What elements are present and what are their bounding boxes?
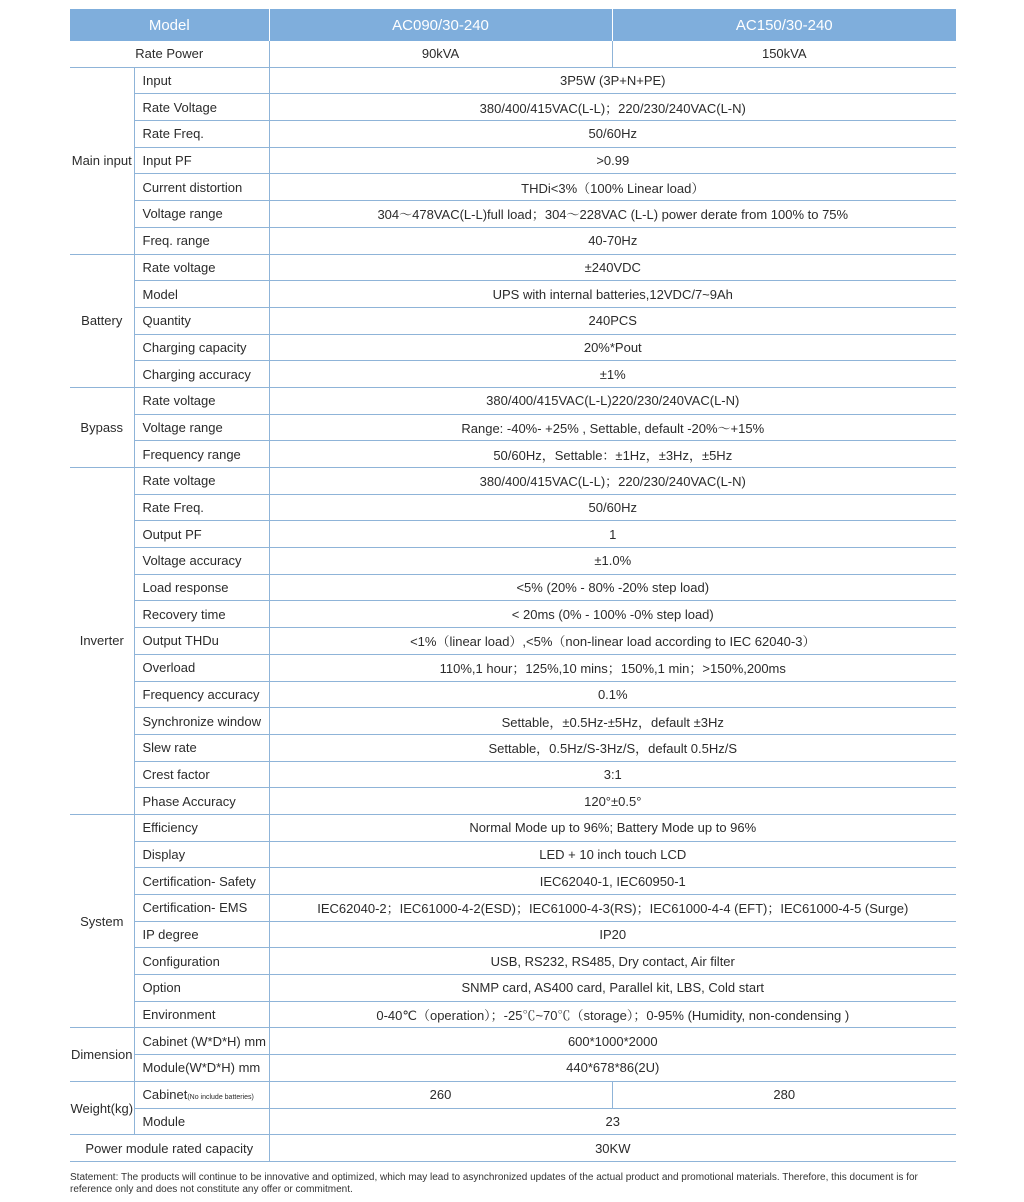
table-row [70,387,956,414]
row-value: <5% (20% - 80% -20% step load) [269,574,956,601]
row-label: Efficiency [134,814,269,841]
row-label: Rate Freq. [134,494,269,521]
row-value: 3P5W (3P+N+PE) [269,67,956,94]
row-label: Voltage range [134,414,269,441]
table-row [70,201,956,228]
row-value: >0.99 [269,147,956,174]
row-label: Rate Voltage [134,94,269,121]
row-value: 240PCS [269,307,956,334]
header-row [70,9,956,41]
table-row [70,1055,956,1082]
row-value: 304～478VAC(L-L)full load；304～228VAC (L-L) power derate from 100% to 75% [269,201,956,228]
row-value: 40-70Hz [269,227,956,254]
table-row [70,494,956,521]
cabinet-label: Cabinet [142,1087,188,1103]
row-label: Load response [134,574,269,601]
table-row [70,761,956,788]
row-value: Settable，0.5Hz/S-3Hz/S，default 0.5Hz/S [269,734,956,761]
table-row [70,1028,956,1055]
table-row [70,67,956,94]
row-value: 1 [269,521,956,548]
row-label: Module(W*D*H) mm [134,1055,269,1082]
row-label: Output THDu [134,628,269,655]
header-model-1: AC090/30-240 [269,9,612,41]
table-row [70,147,956,174]
table-row [70,868,956,895]
row-value: 440*678*86(2U) [269,1055,956,1082]
table-row [70,548,956,575]
row-label: Rate voltage [134,468,269,495]
table-row [70,361,956,388]
header-model-2: AC150/30-240 [612,9,956,41]
power-module-label: Power module rated capacity [70,1135,269,1162]
rate-power-value-2: 150kVA [612,41,956,67]
row-label: Phase Accuracy [134,788,269,815]
power-module-value: 30KW [269,1135,956,1162]
row-label: Configuration [134,948,269,975]
group-weight: Weight(kg) [70,1081,134,1134]
row-value: 0-40℃（operation）；-25℃~70℃（storage）；0-95% (Humidity, non-condensing ) [269,1001,956,1028]
table-row [70,1108,956,1135]
cabinet-weight-1: 260 [269,1081,612,1108]
row-value: 23 [269,1108,956,1135]
row-label: Certification- EMS [134,895,269,922]
row-label: Recovery time [134,601,269,628]
spec-table [70,9,956,1162]
row-label: Voltage accuracy [134,548,269,575]
row-value: 380/400/415VAC(L-L)；220/230/240VAC(L-N) [269,468,956,495]
table-row [70,975,956,1002]
row-label: Slew rate [134,734,269,761]
row-label-cabinet [134,1081,269,1108]
row-label: Freq. range [134,227,269,254]
row-value: IEC62040-2；IEC61000-4-2(ESD)；IEC61000-4-3(RS)；IEC61000-4-4 (EFT)；IEC61000-4-5 (Surge) [269,895,956,922]
table-row [70,628,956,655]
row-value: 600*1000*2000 [269,1028,956,1055]
row-value: <1%（linear load）,<5%（non-linear load according to IEC 62040-3） [269,628,956,655]
table-row [70,1001,956,1028]
row-label: Crest factor [134,761,269,788]
table-row [70,734,956,761]
row-value: 380/400/415VAC(L-L)；220/230/240VAC(L-N) [269,94,956,121]
table-row [70,921,956,948]
header-model: Model [70,9,269,41]
table-row [70,121,956,148]
row-value: LED + 10 inch touch LCD [269,841,956,868]
row-label: Frequency accuracy [134,681,269,708]
row-value: ±1% [269,361,956,388]
table-row [70,307,956,334]
row-value: 380/400/415VAC(L-L)220/230/240VAC(L-N) [269,387,956,414]
row-value: IP20 [269,921,956,948]
row-value: ±240VDC [269,254,956,281]
row-label: Input PF [134,147,269,174]
table-row [70,334,956,361]
row-value: Normal Mode up to 96%; Battery Mode up to 96% [269,814,956,841]
table-row [70,174,956,201]
row-label: Environment [134,1001,269,1028]
table-row [70,441,956,468]
table-row [70,681,956,708]
table-row [70,254,956,281]
row-label: Input [134,67,269,94]
table-row [70,574,956,601]
table-row [70,814,956,841]
table-row [70,521,956,548]
table-row [70,708,956,735]
rate-power-label: Rate Power [70,41,269,67]
row-value: Settable，±0.5Hz-±5Hz，default ±3Hz [269,708,956,735]
group-battery: Battery [70,254,134,387]
row-value: ±1.0% [269,548,956,575]
statement-text: Statement: The products will continue to be innovative and optimized, which may lead to asynchronized updates of the actual product and promotional materials. Therefore, this document is for reference only and does not constitute any offer or commitment. [70,1172,918,1195]
table-row [70,841,956,868]
row-value: 50/60Hz，Settable：±1Hz，±3Hz，±5Hz [269,441,956,468]
row-label: Rate voltage [134,254,269,281]
row-value: THDi<3%（100% Linear load） [269,174,956,201]
table-row [70,788,956,815]
table-row [70,227,956,254]
group-inverter: Inverter [70,468,134,815]
row-label: Charging accuracy [134,361,269,388]
row-label: Module [134,1108,269,1135]
table-row [70,281,956,308]
row-value: Range: -40%- +25% , Settable, default -20%～+15% [269,414,956,441]
table-row [70,601,956,628]
power-module-row [70,1135,956,1162]
group-main-input: Main input [70,67,134,254]
row-value: 20%*Pout [269,334,956,361]
rate-power-row [70,41,956,67]
row-value: 50/60Hz [269,121,956,148]
table-row [70,654,956,681]
row-value: < 20ms (0% - 100% -0% step load) [269,601,956,628]
rate-power-value-1: 90kVA [269,41,612,67]
row-label: Cabinet (W*D*H) mm [134,1028,269,1055]
row-value: IEC62040-1, IEC60950-1 [269,868,956,895]
row-label: IP degree [134,921,269,948]
group-bypass: Bypass [70,387,134,467]
row-label: Rate Freq. [134,121,269,148]
table-row [70,948,956,975]
row-label: Output PF [134,521,269,548]
row-label: Quantity [134,307,269,334]
row-label: Frequency range [134,441,269,468]
cabinet-note: (No include batteries) [187,1094,254,1102]
table-row [70,94,956,121]
table-row [70,895,956,922]
row-label: Overload [134,654,269,681]
table-row [70,1081,956,1108]
row-value: UPS with internal batteries,12VDC/7~9Ah [269,281,956,308]
row-label: Display [134,841,269,868]
table-row [70,414,956,441]
group-dimension: Dimension [70,1028,134,1081]
table-row [70,468,956,495]
group-system: System [70,814,134,1028]
row-value: 120°±0.5° [269,788,956,815]
row-value: 3:1 [269,761,956,788]
row-label: Rate voltage [134,387,269,414]
row-value: SNMP card, AS400 card, Parallel kit, LBS, Cold start [269,975,956,1002]
row-label: Current distortion [134,174,269,201]
cabinet-weight-2: 280 [612,1081,956,1108]
row-value: 0.1% [269,681,956,708]
row-label: Option [134,975,269,1002]
row-value: USB, RS232, RS485, Dry contact, Air filter [269,948,956,975]
row-label: Model [134,281,269,308]
row-label: Voltage range [134,201,269,228]
row-value: 50/60Hz [269,494,956,521]
row-label: Charging capacity [134,334,269,361]
row-value: 110%,1 hour；125%,10 mins；150%,1 min；>150%,200ms [269,654,956,681]
row-label: Synchronize window [134,708,269,735]
row-label: Certification- Safety [134,868,269,895]
